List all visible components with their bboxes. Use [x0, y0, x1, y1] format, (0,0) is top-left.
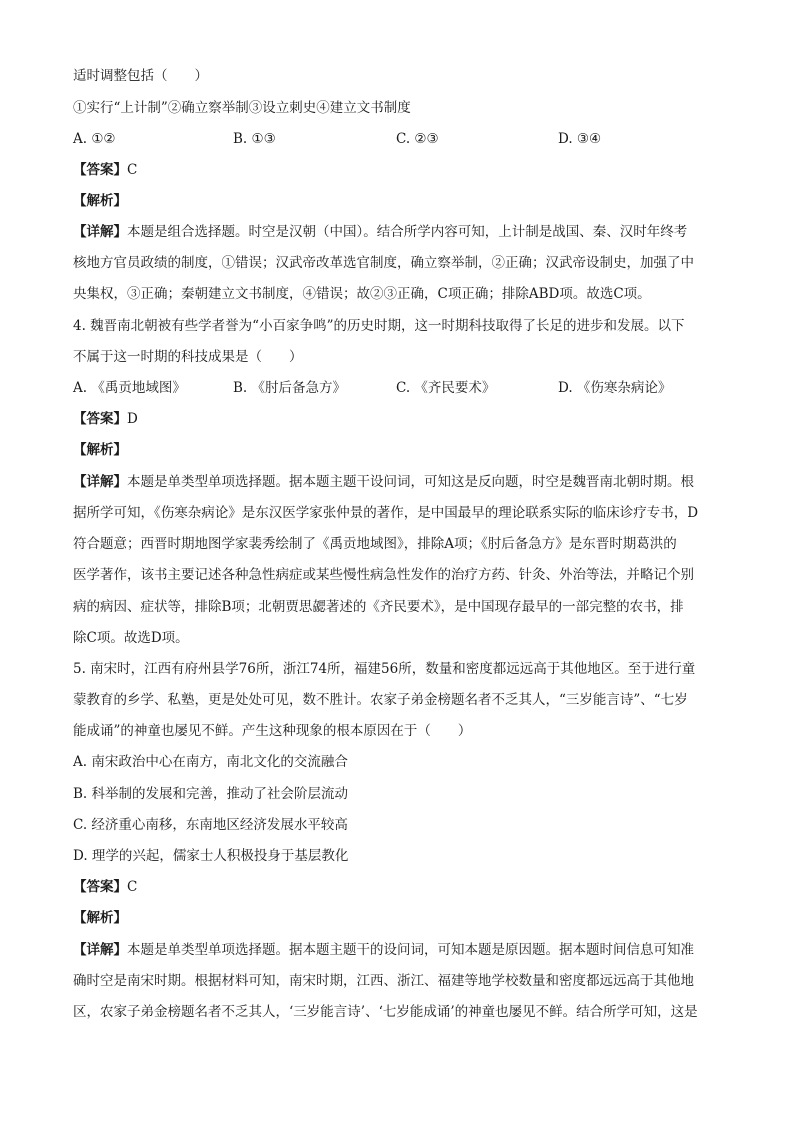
- q4-answer: 【答案】D: [73, 411, 138, 427]
- q5-option-c: C. 经济重心南移，东南地区经济发展水平较高: [73, 817, 348, 833]
- q3-detail-line: 核地方官员政绩的制度，①错误；汉武帝改革选官制度，确立察举制，②正确；汉武帝设制史，加强了中: [73, 255, 694, 271]
- q3-answer: 【答案】C: [73, 162, 138, 178]
- q4-analysis-label: [73, 440, 127, 460]
- q3-option-b: B. ①③: [233, 131, 276, 147]
- q4-stem-line: 不属于这一时期的科技成果是（ ）: [73, 349, 303, 365]
- q5-answer: 【答案】C: [73, 879, 138, 895]
- section-tag: 【解析】: [73, 193, 127, 209]
- q4-option-d: D. 《伤寒杂病论》: [558, 380, 672, 396]
- q5-stem-line: 蒙教育的乡学、私塾，更是处处可见，数不胜计。农家子弟金榜题名者不乏其人，“三岁能言诗”、“七岁: [73, 692, 688, 708]
- q5-stem-line: 能成诵”的神童也屡见不鲜。产生这种现象的根本原因在于（ ）: [73, 723, 472, 739]
- q5-option-a: A. 南宋政治中心在南方，南北文化的交流融合: [73, 754, 348, 770]
- q5-option-b: B. 科举制的发展和完善，推动了社会阶层流动: [73, 786, 349, 802]
- q3-analysis-label: [73, 191, 127, 211]
- section-tag: 【解析】: [73, 442, 127, 458]
- q4-option-a: A. 《禹贡地域图》: [73, 380, 186, 396]
- q4-option-c: C. 《齐民要术》: [396, 380, 496, 396]
- q3-option-d: D. ③④: [558, 131, 602, 147]
- section-tag: 【详解】: [73, 474, 127, 490]
- q4-stem-line: 4. 魏晋南北朝被有些学者誉为“小百家争鸣”的历史时期，这一时期科技取得了长足的进步和发展。以下: [73, 318, 685, 334]
- q4-option-b: B. 《肘后备急方》: [233, 380, 347, 396]
- q4-detail-line: 医学著作，该书主要记述各种急性病症或某些慢性病急性发作的治疗方药、针灸、外治等法，并略记个别: [73, 567, 694, 583]
- q5-analysis-label: [73, 908, 127, 928]
- q4-detail-line: 病的病因、症状等，排除B项；北朝贾思勰著述的《齐民要术》，是中国现存最早的一部完整的农书，排: [73, 599, 684, 615]
- q3-stem-tail: 适时调整包括（ ）: [73, 68, 208, 84]
- q3-detail-line: 【详解】本题是组合选择题。时空是汉朝（中国）。结合所学内容可知，上计制是战国、秦、汉时年终考: [73, 224, 688, 240]
- q3-items: ①实行“上计制”②确立察举制③设立刺史④建立文书制度: [73, 100, 411, 116]
- section-tag: 【答案】: [73, 411, 127, 427]
- q5-detail-line: 确时空是南宋时期。根据材料可知，南宋时期，江西、浙江、福建等地学校数量和密度都远远高于其他地: [73, 973, 694, 989]
- section-tag: 【答案】: [73, 879, 127, 895]
- q4-detail-line: 符合题意；西晋时期地图学家裴秀绘制了《禹贡地域图》，排除A项；《肘后备急方》是东晋时期葛洪的: [73, 536, 677, 552]
- q5-option-d: D. 理学的兴起，儒家士人积极投身于基层教化: [73, 848, 349, 864]
- section-tag: 【解析】: [73, 910, 127, 926]
- q4-detail-line: 【详解】本题是单类型单项选择题。据本题主题干设问词，可知这是反向题，时空是魏晋南北朝时期。根: [73, 474, 694, 490]
- q5-stem-line: 5. 南宋时，江西有府州县学76所，浙江74所，福建56所，数量和密度都远远高于其他地区。至于进行童: [73, 661, 696, 677]
- q3-detail-line: 央集权，③正确；秦朝建立文书制度，④错误；故②③正确，C项正确；排除ABD项。故选C项。: [73, 286, 651, 302]
- section-tag: 【答案】: [73, 162, 127, 178]
- q3-option-c: C. ②③: [396, 131, 439, 147]
- q4-detail-line: 除C项。故选D项。: [73, 630, 189, 646]
- section-tag: 【详解】: [73, 942, 127, 958]
- q5-detail-line: 区，农家子弟金榜题名者不乏其人，‘三岁能言诗’、‘七岁能成诵’的神童也屡见不鲜。结合所学可知，这是: [73, 1004, 698, 1020]
- q5-detail-line: 【详解】本题是单类型单项选择题。据本题主题干的设问词，可知本题是原因题。据本题时间信息可知准: [73, 942, 694, 958]
- q4-detail-line: 据所学可知，《伤寒杂病论》是东汉医学家张仲景的著作，是中国最早的理论联系实际的临床诊疗专书，D: [73, 505, 699, 521]
- section-tag: 【详解】: [73, 224, 127, 240]
- q3-option-a: A. ①②: [73, 131, 116, 147]
